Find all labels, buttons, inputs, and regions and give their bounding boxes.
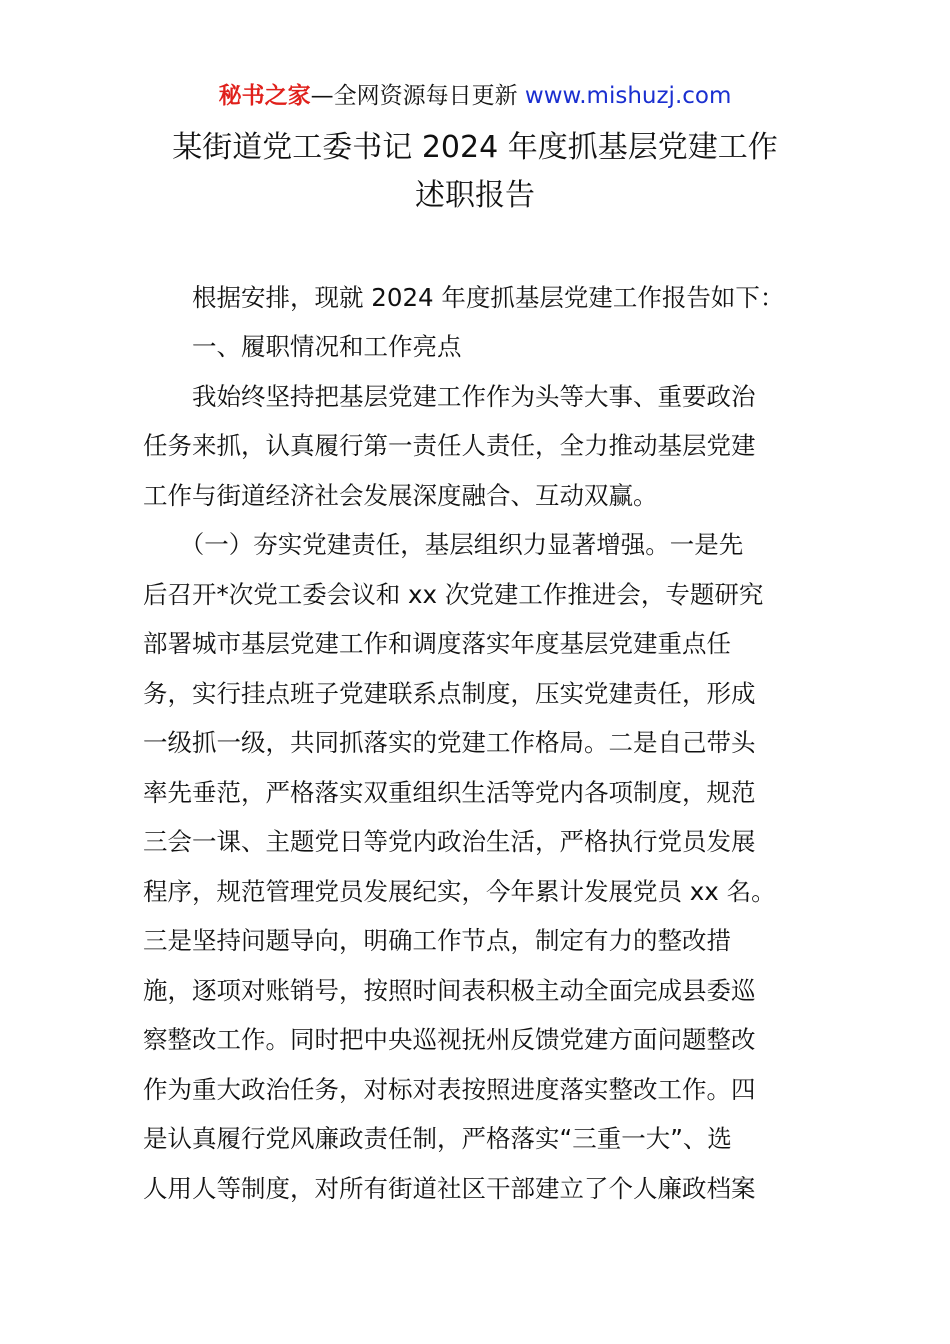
paragraph-line: 一级抓一级，共同抓落实的党建工作格局。二是自己带头 (143, 728, 756, 757)
brand-name: 秘书之家 (218, 83, 311, 109)
paragraph-line: 率先垂范，严格落实双重组织生活等党内各项制度，规范 (143, 778, 756, 807)
site-url-link[interactable]: www.mishuzj.com (524, 83, 732, 109)
paragraph-line: 人用人等制度，对所有街道社区干部建立了个人廉政档案 (143, 1174, 756, 1203)
paragraph-line: 察整改工作。同时把中央巡视抚州反馈党建方面问题整改 (143, 1025, 756, 1054)
site-header (0, 80, 950, 112)
paragraph-line: 后召开*次党工委会议和 xx 次党建工作推进会，专题研究 (143, 580, 764, 609)
document-title-line-2: 述职报告 (415, 178, 535, 213)
paragraph-line: 部署城市基层党建工作和调度落实年度基层党建重点任 (143, 629, 731, 658)
paragraph-line: 三是坚持问题导向，明确工作节点，制定有力的整改措 (143, 926, 731, 955)
paragraph-line: 任务来抓，认真履行第一责任人责任，全力推动基层党建 (143, 431, 756, 460)
subsection-line: （一）夯实党建责任，基层组织力显著增强。一是先 (143, 530, 744, 559)
section-heading: 一、履职情况和工作亮点 (143, 332, 462, 361)
header-tagline: —全网资源每日更新 (310, 83, 525, 109)
paragraph-line: 务，实行挂点班子党建联系点制度，压实党建责任，形成 (143, 679, 756, 708)
paragraph-line: 是认真履行党风廉政责任制，严格落实“三重一大”、选 (143, 1124, 732, 1153)
paragraph-line: 作为重大政治任务，对标对表按照进度落实整改工作。四 (143, 1075, 756, 1104)
paragraph-line: 三会一课、主题党日等党内政治生活，严格执行党员发展 (143, 827, 756, 856)
paragraph-line: 施，逐项对账销号，按照时间表积极主动全面完成县委巡 (143, 976, 756, 1005)
paragraph-line: 程序，规范管理党员发展纪实，今年累计发展党员 xx 名。 (143, 877, 776, 906)
paragraph-line: 我始终坚持把基层党建工作作为头等大事、重要政治 (143, 382, 756, 411)
document-title-line-1: 某街道党工委书记 2024 年度抓基层党建工作 (172, 130, 778, 165)
paragraph-line: 工作与街道经济社会发展深度融合、互动双赢。 (143, 481, 658, 510)
intro-line: 根据安排，现就 2024 年度抓基层党建工作报告如下： (143, 283, 785, 312)
